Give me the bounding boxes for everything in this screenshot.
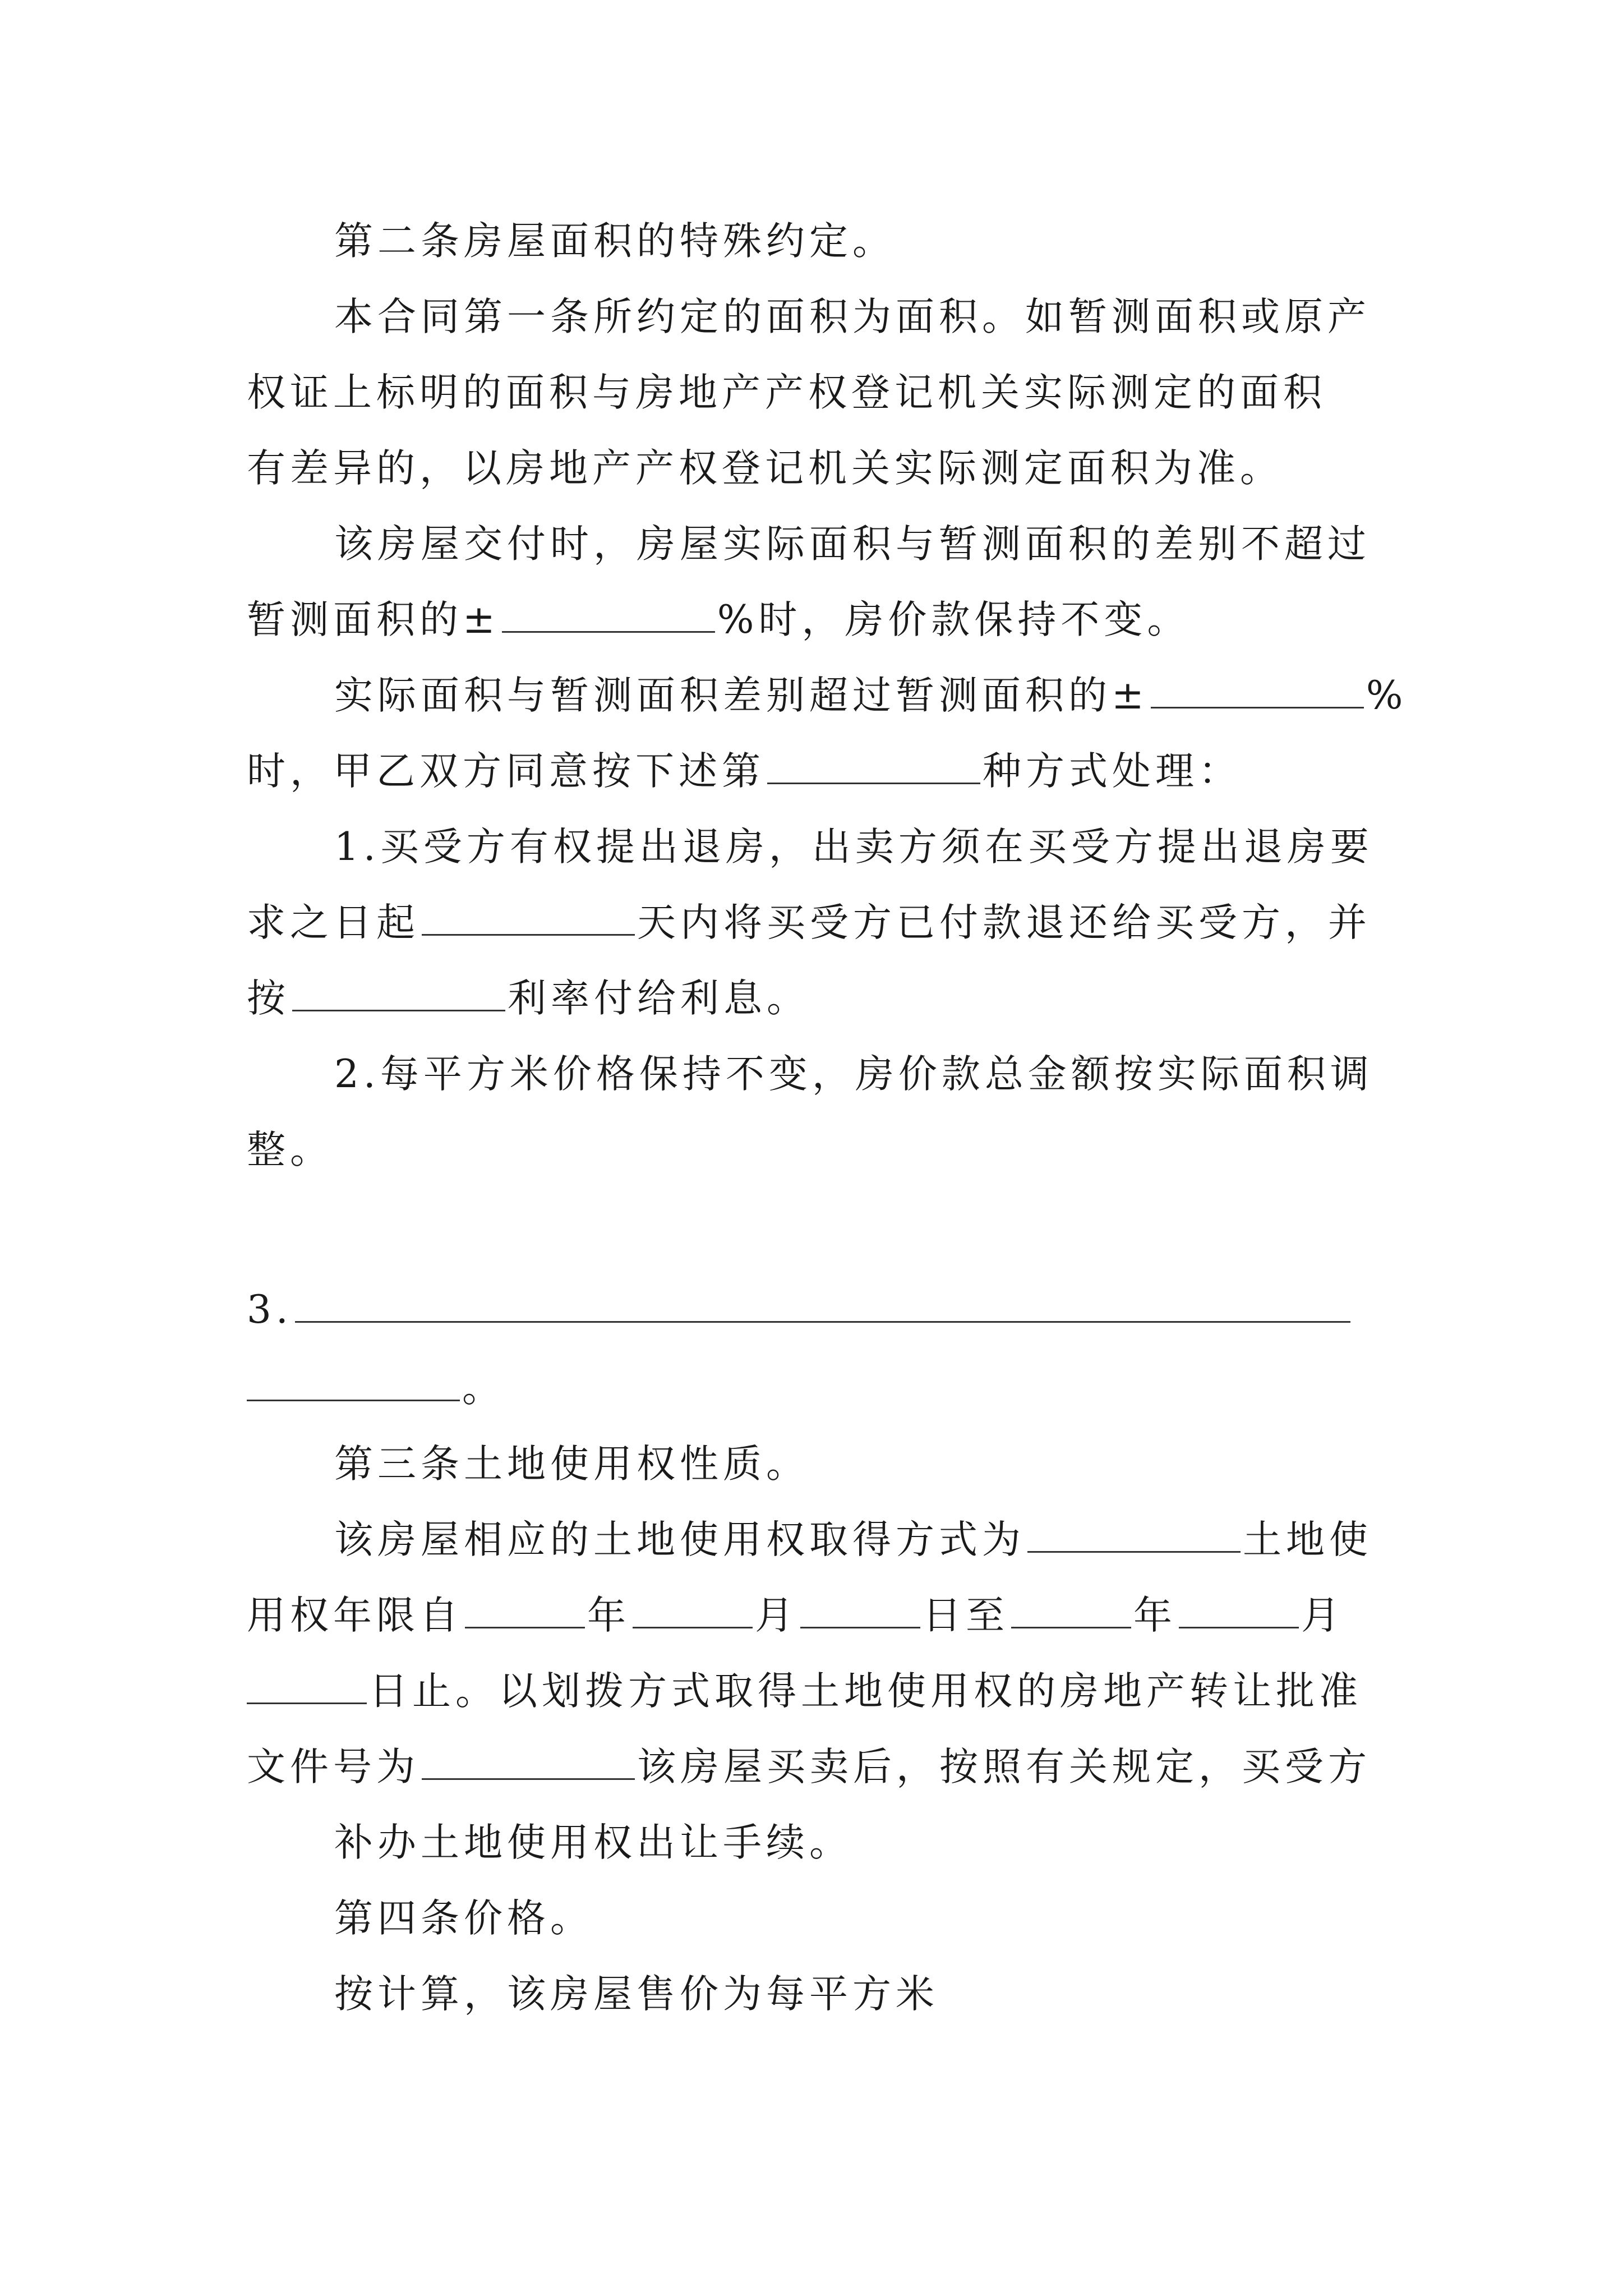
fill-blank-start-day[interactable] [800, 1588, 920, 1628]
article-3-para-1-line-5: 补办土地使用权出让手续。 [334, 1820, 852, 1865]
fill-blank-tolerance[interactable] [502, 592, 715, 633]
article-2-para-1-line-3: 有差异的，以房地产产权登记机关实际测定面积为准。 [247, 446, 1283, 491]
fill-blank-start-month[interactable] [633, 1588, 753, 1628]
fill-blank-interest-rate[interactable] [292, 970, 505, 1011]
fill-blank-refund-days[interactable] [422, 895, 635, 936]
fill-blank-approval-file-number[interactable] [422, 1739, 635, 1780]
text-segment: 日至 [923, 1593, 1009, 1638]
fill-blank-end-day[interactable] [247, 1663, 367, 1704]
fill-blank-acquisition-method[interactable] [1027, 1512, 1241, 1553]
article-2-para-2-line-1: 该房屋交付时，房屋实际面积与暂测面积的差别不超过 [334, 522, 1371, 567]
text-segment: 时，甲乙双方同意按下述第 [247, 749, 765, 794]
item-1-line-3 [247, 970, 810, 1027]
text-segment: 土地使 [1243, 1517, 1372, 1562]
article-2-para-2-line-2 [247, 592, 1190, 648]
item-2-line-2: 整。 [247, 1128, 333, 1172]
text-segment: 天内将买受方已付款退还给买受方，并 [637, 900, 1371, 945]
text-segment: 求之日起 [247, 900, 419, 945]
fill-blank-end-year[interactable] [1011, 1588, 1131, 1628]
article-4-title: 第四条价格。 [334, 1896, 593, 1941]
fill-blank-start-year[interactable] [465, 1588, 585, 1628]
article-4-para-1: 按计算，该房屋售价为每平方米 [334, 1972, 939, 2017]
text-segment: 该房屋买卖后，按照有关规定，买受方 [637, 1745, 1371, 1789]
fill-blank-option-number[interactable] [767, 743, 980, 784]
text-segment: 年 [1133, 1593, 1177, 1638]
article-2-title: 第二条房屋面积的特殊约定。 [334, 219, 896, 264]
article-2-para-3-line-2 [247, 743, 1242, 799]
article-3-para-1-line-3 [247, 1663, 1362, 1719]
text-segment: 年 [587, 1593, 630, 1638]
text-segment: 暂测面积的± [247, 597, 500, 642]
item-2-line-1: 2.每平方米价格保持不变，房价款总金额按实际面积调 [334, 1052, 1373, 1097]
text-segment: 日止。以划拨方式取得土地使用权的房地产转让批准 [369, 1669, 1362, 1714]
article-3-para-1-line-1 [334, 1512, 1372, 1568]
item-1-line-2 [247, 895, 1371, 951]
text-segment: 用权年限自 [247, 1593, 463, 1638]
item-3-line-2 [247, 1360, 505, 1416]
fill-blank-other-method[interactable] [295, 1282, 1350, 1323]
article-2-para-3-line-1 [334, 668, 1407, 724]
text-segment: 按 [247, 976, 290, 1021]
text-segment: 该房屋相应的土地使用权取得方式为 [334, 1517, 1025, 1562]
item-3-number: 3. [247, 1287, 293, 1332]
fill-blank-other-method-cont[interactable] [247, 1360, 460, 1401]
article-3-para-1-line-2 [247, 1588, 1344, 1644]
text-segment: 文件号为 [247, 1745, 419, 1789]
text-segment: 月 [755, 1593, 798, 1638]
article-3-para-1-line-4 [247, 1739, 1371, 1795]
article-2-para-1-line-1: 本合同第一条所约定的面积为面积。如暂测面积或原产 [334, 295, 1371, 339]
text-segment: 利率付给利息。 [508, 976, 810, 1021]
article-2-para-1-line-2: 权证上标明的面积与房地产产权登记机关实际测定的面积 [247, 370, 1326, 415]
item-3-line-1 [247, 1282, 1353, 1338]
fill-blank-excess-tolerance[interactable] [1151, 668, 1364, 708]
text-segment: 。 [462, 1366, 505, 1411]
article-3-title: 第三条土地使用权性质。 [334, 1442, 809, 1487]
fill-blank-end-month[interactable] [1179, 1588, 1299, 1628]
item-1-line-1: 1.买受方有权提出退房，出卖方须在买受方提出退房要 [334, 825, 1373, 869]
text-segment: 实际面积与暂测面积差别超过暂测面积的± [334, 673, 1149, 718]
text-segment: % [1366, 673, 1408, 718]
text-segment: %时，房价款保持不变。 [717, 597, 1191, 642]
text-segment: 月 [1301, 1593, 1344, 1638]
text-segment: 种方式处理： [983, 749, 1242, 794]
